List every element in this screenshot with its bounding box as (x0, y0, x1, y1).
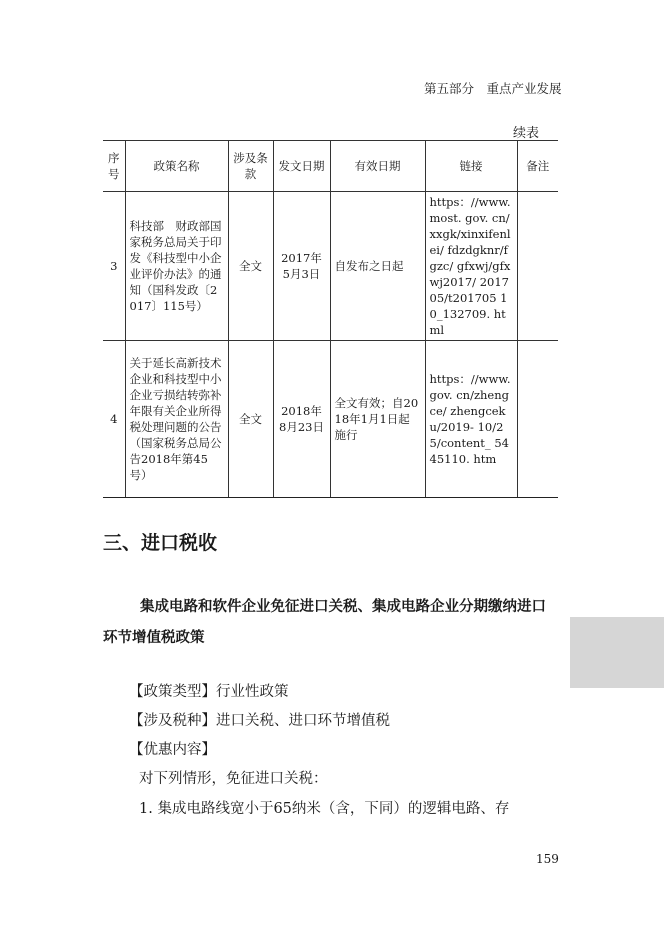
table-header-row (103, 141, 558, 192)
section-title: 三、进口税收 (103, 532, 218, 554)
policy-link[interactable]: https：//www. most. gov. cn/ xxgk/xinxifenlei/ fdzdgknr/fgzc/ gfxwj/gfxwj2017/ 201705/t201705 10_132709. html (425, 192, 517, 341)
running-header: 第五部分 重点产业发展 (424, 81, 562, 96)
column-header-date: 发文日期 (273, 141, 330, 192)
side-tab-marker (570, 617, 664, 688)
policy-scope: 全文 (228, 192, 273, 341)
policy-scope: 全文 (228, 341, 273, 498)
benefit-content-label: 【优惠内容】 (129, 742, 216, 758)
benefit-item-1: 1. 集成电路线宽小于65纳米（含，下同）的逻辑电路、存 (139, 801, 510, 817)
benefit-intro: 对下列情形，免征进口关税： (139, 771, 328, 787)
policy-table (103, 140, 558, 498)
column-header-scope: 涉及条款 (228, 141, 273, 192)
row-number: 4 (103, 341, 125, 498)
policy-name: 关于延长高新技术企业和科技型中小企业亏损结转弥补年限有关企业所得税处理问题的公告（国家税务总局公告2018年第45号） (125, 341, 228, 498)
issue-date: 2017年5月3日 (273, 192, 330, 341)
column-header-valid: 有效日期 (330, 141, 425, 192)
policy-note (517, 192, 558, 341)
table-row (103, 192, 558, 341)
column-header-link: 链接 (425, 141, 517, 192)
policy-type-line: 【政策类型】行业性政策 (129, 684, 289, 700)
table-row (103, 341, 558, 498)
column-header-note: 备注 (517, 141, 558, 192)
issue-date: 2018年8月23日 (273, 341, 330, 498)
page-number: 159 (536, 852, 559, 866)
policy-link[interactable]: https：//www. gov. cn/zhengce/ zhengceku/2019- 10/25/content_ 5445110. htm (425, 341, 517, 498)
table-continued-label: 续表 (513, 126, 540, 141)
tax-type-line: 【涉及税种】进口关税、进口环节增值税 (129, 713, 390, 729)
valid-date: 全文有效；自2018年1月1日起施行 (330, 341, 425, 498)
column-header-name: 政策名称 (125, 141, 228, 192)
row-number: 3 (103, 192, 125, 341)
policy-note (517, 341, 558, 498)
policy-name: 科技部 财政部国家税务总局关于印发《科技型中小企业评价办法》的通知（国科发政〔2017〕115号） (125, 192, 228, 341)
valid-date: 自发布之日起 (330, 192, 425, 341)
column-header-no: 序号 (103, 141, 125, 192)
policy-title: 集成电路和软件企业免征进口关税、集成电路企业分期缴纳进口环节增值税政策 (103, 599, 546, 646)
